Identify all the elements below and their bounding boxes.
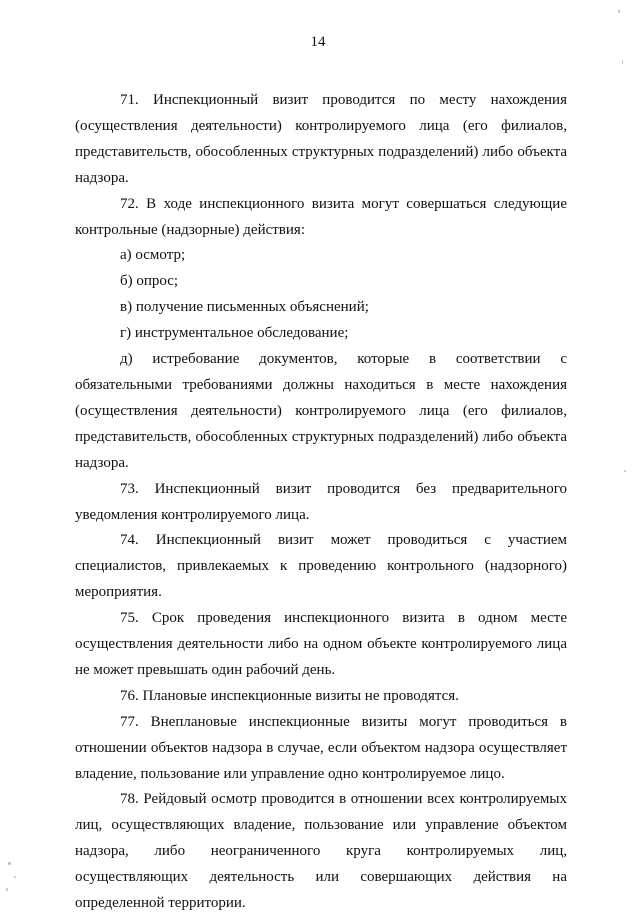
paragraph-76: 76. Плановые инспекционные визиты не проводятся. <box>120 687 459 704</box>
list-item-g: г) инструментальное обследование; <box>120 325 349 342</box>
list-item-b: б) опрос; <box>120 273 179 290</box>
page-number: 14 <box>310 34 326 50</box>
list-item-a: а) осмотр; <box>120 247 186 264</box>
document-body <box>75 88 567 917</box>
paragraph-77: 77. Внеплановые инспекционные визиты могут проводиться в отношении объектов надзора в случае, если объектом надзора осуществляет владение, пользование или управление одно контролируемое лицо. <box>75 713 567 782</box>
list-item-v: в) получение письменных объяснений; <box>120 299 369 316</box>
scan-artifact <box>622 60 623 64</box>
scan-artifact <box>618 10 620 13</box>
paragraph-74: 74. Инспекционный визит может проводиться с участием специалистов, привлекаемых к проведению контрольного (надзорного) мероприятия. <box>75 532 567 601</box>
paragraph-71: 71. Инспекционный визит проводится по месту нахождения (осуществления деятельности) контролируемого лица (его филиалов, представительств, обособленных структурных подразделений) либо объекта надзора. <box>75 92 567 186</box>
paragraph-73: 73. Инспекционный визит проводится без предварительного уведомления контролируемого лица. <box>75 480 567 523</box>
paragraph-72: 72. В ходе инспекционного визита могут совершаться следующие контрольные (надзорные) действия: <box>75 195 567 238</box>
paragraph-78: 78. Рейдовый осмотр проводится в отношении всех контролируемых лиц, осуществляющих владение, пользование или управление объектом надзора, либо неограниченного круга контролируемых лиц, осуществляющих деятельность или совершающих действия на определенной территории. <box>75 791 567 912</box>
scan-artifact <box>6 888 8 891</box>
list-item-d: д) истребование документов, которые в соответствии с обязательными требованиями должны находиться в месте нахождения (осуществления деятельности) контролируемого лица (его филиалов, представительств, обособленных структурных подразделений) либо объекта надзора. <box>75 351 567 471</box>
scan-artifact <box>8 862 11 865</box>
scan-artifact <box>624 470 626 472</box>
scan-artifact <box>14 876 16 878</box>
paragraph-75: 75. Срок проведения инспекционного визита в одном месте осуществления деятельности либо на одном объекте контролируемого лица не может превышать один рабочий день. <box>75 610 567 678</box>
